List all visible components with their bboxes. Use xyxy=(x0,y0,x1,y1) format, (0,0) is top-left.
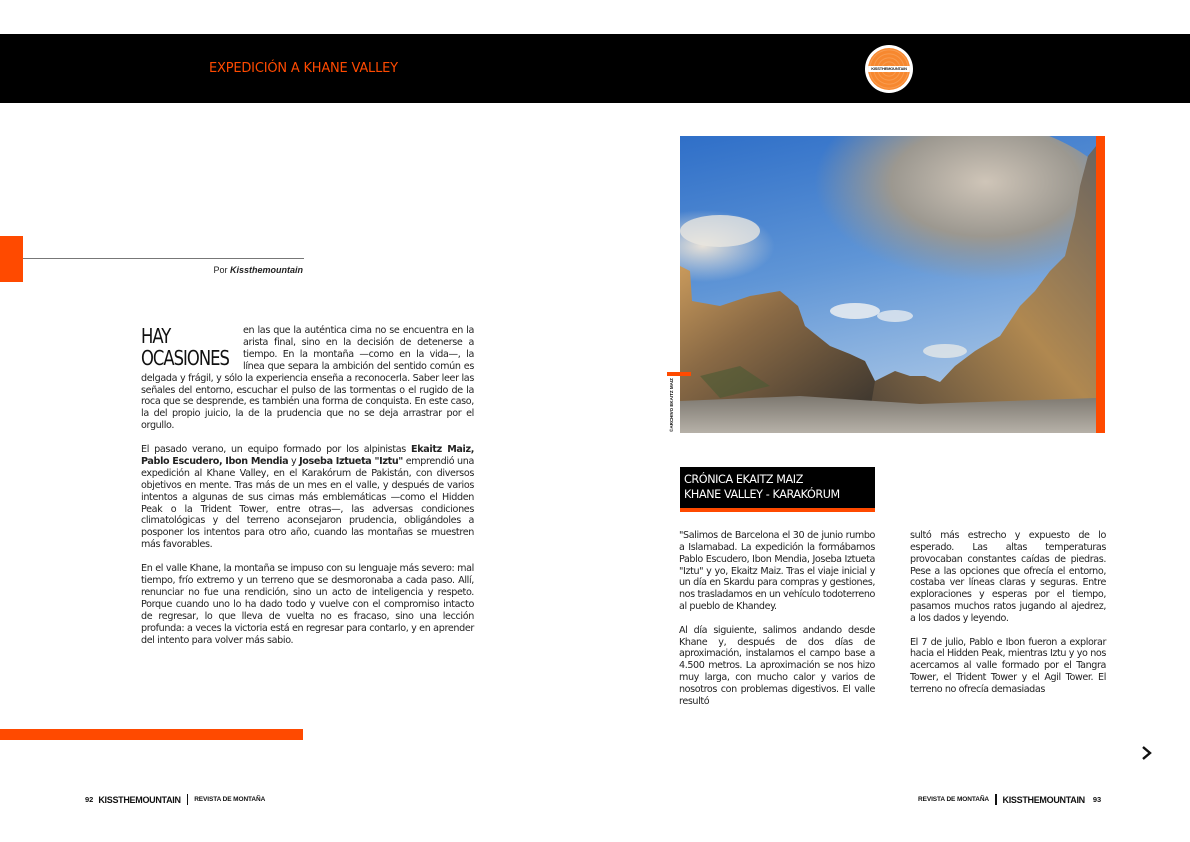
footer-left xyxy=(85,794,265,805)
chronicle-title-underline xyxy=(680,508,875,512)
byline-divider xyxy=(23,258,304,259)
mountain-photo-illustration xyxy=(680,136,1096,433)
logo-text: KISSTHEMOUNTAIN xyxy=(868,66,910,72)
intro-paragraph-3: En el valle Khane, la montaña se impuso con su lenguaje más severo: mal tiempo, frío extremo y un terreno que se desmoronaba a cada paso. Allí, renunciar no fue una rendición, sino un acto de inteligencia y respeto. Porque cuando uno lo ha dado todo y vuelve con el compromiso intacto de regresar, lo que lleva de vuelta no es fracaso, sino una lección profunda: a veces la victoria está en regresar para contarlo, y en aprender del intento para volver más sabio. xyxy=(141,563,474,646)
lead-word: HAY OCASIONES xyxy=(141,324,229,370)
footer-separator xyxy=(187,794,189,805)
left-accent-tab xyxy=(0,236,23,282)
intro-paragraph-1-text: en las que la auténtica cima no se encuentra en la arista final, sino en la decisión de detenerse a tiempo. En la montaña —como en la vida—, la línea que separa la ambición del sentido común es delgada y frágil, y sólo la experiencia enseña a reconocerla. Saber leer las señales del entorno, escuchar el pulso de las tormentas o el rugido de la roca que se desprende, es también una forma de conquista. En este caso, la del propio juicio, la de la prudencia que no se deja arrastrar por el orgullo. xyxy=(141,325,474,432)
intro-paragraph-2 xyxy=(141,444,474,551)
page-number-left: 92 xyxy=(85,795,94,804)
chevron-right-icon xyxy=(1139,744,1155,762)
chronicle-title-line-1: CRÓNICA EKAITZ MAIZ xyxy=(684,473,803,486)
bottom-accent-bar xyxy=(0,729,303,740)
intro-article xyxy=(141,325,474,658)
p2-names-2: Joseba Iztueta "Iztu" xyxy=(299,455,403,467)
chronicle-col2-paragraph-2: El 7 de julio, Pablo e Ibon fueron a explorar hacia el Hidden Peak, mientras Iztu y yo nos acercamos al valle formado por el Tangra Tower, el Trident Tower y el Agil Tower. El terreno no ofrecía demasiadas xyxy=(910,636,1106,695)
p2-names-1: Ekaitz Maiz, Pablo Escudero, Ibon Mendia xyxy=(141,444,474,467)
chronicle-col1-paragraph-1: "Salimos de Barcelona el 30 de junio rumbo a Islamabad. La expedición la formábamos Pablo Escudero, Ibon Mendia, Joseba Iztueta "Iztu" y yo, Ekaitz Maiz. Tras el viaje inicial y un día en Skardu para compras y gestiones, nos trasladamos en un vehículo todoterreno al pueblo de Khandey. xyxy=(679,530,875,613)
chronicle-col2-paragraph-1: sultó más estrecho y expuesto de lo esperado. Las altas temperaturas provocaban constantes caídas de piedras. Pese a las opciones que ofrecía el entorno, costaba ver líneas claras y seguras. Entre exploraciones y esperas por el tiempo, pasamos muchos ratos jugando al ajedrez, a los dados y leyendo. xyxy=(910,530,1106,624)
intro-paragraph-1 xyxy=(141,325,474,432)
footer-separator xyxy=(995,794,997,805)
logo-target-icon xyxy=(868,48,910,90)
footer-magazine-right: REVISTA DE MONTAÑA xyxy=(918,796,990,803)
chronicle-title-box xyxy=(680,467,875,508)
footer-right xyxy=(918,794,1101,805)
next-page-button[interactable] xyxy=(1139,744,1155,762)
photo-credit-mark xyxy=(667,372,691,376)
footer-brand-right: KISSTHEMOUNTAIN xyxy=(1002,794,1085,805)
mountain-photo xyxy=(680,136,1096,433)
chronicle-title-line-2: KHANE VALLEY - KARAKÓRUM xyxy=(684,487,840,501)
page-number-right: 93 xyxy=(1092,795,1102,804)
chronicle-column-1 xyxy=(679,530,875,720)
header-bar xyxy=(0,34,1190,103)
chronicle-col1-paragraph-2: Al día siguiente, salimos andando desde Khane y, después de dos días de aproximación, instalamos el campo base a 4.500 metros. La aproximación se nos hizo muy larga, con mucho calor y varios de nosotros con problemas digestivos. El valle resultó xyxy=(679,624,875,707)
footer-brand-left: KISSTHEMOUNTAIN xyxy=(98,794,181,805)
byline-author: Kissthemountain xyxy=(229,265,303,275)
chronicle-column-2 xyxy=(910,530,1106,708)
section-title: EXPEDICIÓN A KHANE VALLEY xyxy=(209,61,398,76)
byline xyxy=(213,265,303,275)
footer-magazine-left: REVISTA DE MONTAÑA xyxy=(194,796,266,803)
p2-text-pre: El pasado verano, un equipo formado por los alpinistas xyxy=(141,444,412,456)
p2-and: y xyxy=(288,455,300,467)
magazine-logo xyxy=(865,45,913,93)
photo-accent-bar xyxy=(1096,136,1105,433)
photo-credit: ©ARCHIVO EKAITZ MAIZ xyxy=(669,378,674,432)
p2-text-post: emprendió una expedición al Khane Valley, en el Karakórum de Pakistán, con diversos objetivos en mente. Tras más de un mes en el valle, y después de varios intentos a algunas de sus cimas más emblemáticas —como el Hidden Peak o la Trident Tower, entre otras—, las adversas condiciones climatológicas y del terreno aconsejaron prudencia, obligándoles a posponer los intentos para otro año, cuando las montañas se muestren más favorables. xyxy=(141,455,474,551)
byline-prefix: Por xyxy=(213,265,228,275)
